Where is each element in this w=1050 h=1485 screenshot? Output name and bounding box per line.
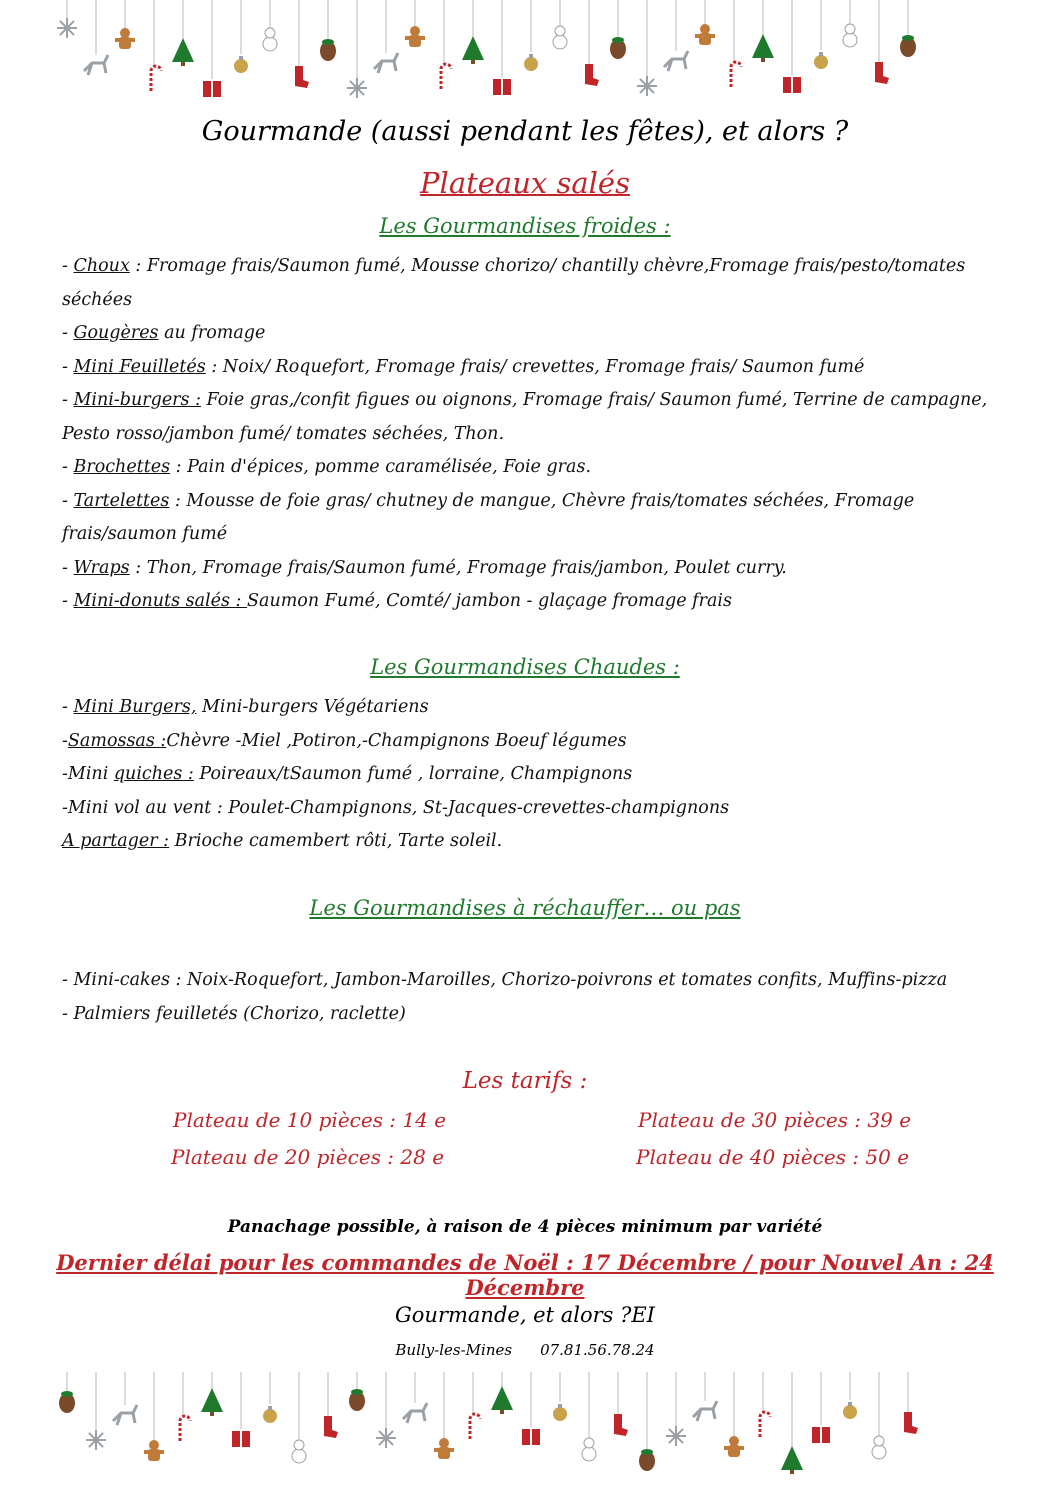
menu-item-text: -Mini vol au vent : Poulet-Champignons, St-Jacques-crevettes-champignons <box>62 797 730 818</box>
panachage-note: Panachage possible, à raison de 4 pièces minimum par variété <box>227 1217 823 1237</box>
snowflake-icon <box>57 18 77 38</box>
price-10: Plateau de 10 pièces : 14 e <box>173 1108 447 1132</box>
menu-item-label: Choux <box>73 256 130 276</box>
snowman-icon <box>872 1436 886 1459</box>
snowflake-icon <box>637 76 657 96</box>
hot-items-list <box>62 691 1002 859</box>
candy-cane-icon <box>180 1416 190 1441</box>
pinecone-icon <box>610 37 626 59</box>
menu-item-text: Poireaux/tSaumon fumé , lorraine, Champignons <box>193 764 633 784</box>
snowflake-icon <box>666 1426 686 1446</box>
stocking-icon <box>324 1416 338 1438</box>
snowman-icon <box>292 1440 306 1463</box>
cold-items-list <box>62 250 1002 619</box>
menu-item-label: Mini Burgers, <box>73 697 197 717</box>
stocking-icon <box>614 1414 628 1436</box>
contact-line <box>0 1341 1050 1359</box>
menu-item <box>62 825 1002 859</box>
menu-item <box>62 351 1002 385</box>
menu-item-text: : Mousse de foie gras/ chutney de mangue, Chèvre frais/tomates séchées, Fromage frais/saumon fumé <box>62 490 915 544</box>
snowman-icon <box>553 26 567 49</box>
menu-item <box>62 451 1002 485</box>
menu-item-label: Mini-donuts salés : <box>73 591 248 611</box>
bottom-christmas-garland <box>55 1372 925 1482</box>
menu-item-label: Samossas : <box>67 730 167 751</box>
gift-icon <box>812 1427 830 1443</box>
gift-icon <box>783 77 801 93</box>
snowman-icon <box>263 28 277 51</box>
pinecone-icon <box>639 1449 655 1471</box>
gingerbread-icon <box>695 24 715 45</box>
gift-icon <box>232 1431 250 1447</box>
candy-cane-icon <box>760 1412 770 1437</box>
menu-item-label: quiches : <box>113 764 194 784</box>
stocking-icon <box>904 1412 918 1434</box>
ornament-icon <box>234 56 248 73</box>
snowflake-icon <box>86 1430 106 1450</box>
menu-item-prefix: - <box>62 557 74 578</box>
menu-item-text: - Mini-cakes : Noix-Roquefort, Jambon-Maroilles, Chorizo-poivrons et tomates confits, Muffins-pizza <box>62 970 948 990</box>
tree-icon <box>752 34 774 62</box>
menu-item-text: : Fromage frais/Saumon fumé, Mousse chorizo/ chantilly chèvre,Fromage frais/pesto/tomates séchées <box>62 256 966 310</box>
menu-item-text: Chèvre -Miel ,Potiron,-Champignons Boeuf légumes <box>166 730 627 751</box>
pinecone-icon <box>900 35 916 57</box>
price-20: Plateau de 20 pièces : 28 e <box>171 1145 445 1169</box>
menu-item-label: Wraps <box>73 557 130 578</box>
tree-icon <box>201 1388 223 1416</box>
ornament-icon <box>553 1404 567 1421</box>
menu-item-prefix: - <box>62 323 74 343</box>
stocking-icon <box>585 64 599 86</box>
menu-item-label: A partager : <box>62 831 170 851</box>
menu-item <box>62 485 1002 552</box>
phone-number: 07.81.56.78.24 <box>540 1341 655 1359</box>
heading-hot: Les Gourmandises Chaudes : <box>370 655 680 679</box>
menu-item <box>62 725 1002 759</box>
menu-item <box>62 758 1002 792</box>
heading-cold: Les Gourmandises froides : <box>379 214 671 238</box>
menu-item-prefix: -Mini <box>62 764 114 784</box>
reindeer-icon <box>693 1401 717 1421</box>
ornament-icon <box>524 54 538 71</box>
pinecone-icon <box>320 39 336 61</box>
ornament-icon <box>843 1402 857 1419</box>
menu-item-prefix: - <box>62 356 74 377</box>
menu-item-text: Mini-burgers Végétariens <box>196 697 429 717</box>
snowflake-icon <box>347 78 367 98</box>
menu-item-prefix: - <box>62 591 74 611</box>
menu-item-prefix: - <box>62 730 68 751</box>
menu-item-text: : Thon, Fromage frais/Saumon fumé, Fromage frais/jambon, Poulet curry. <box>129 557 787 578</box>
reindeer-icon <box>403 1403 427 1423</box>
menu-item-label: Tartelettes <box>73 490 170 511</box>
menu-item <box>62 250 1002 317</box>
menu-item <box>62 691 1002 725</box>
gift-icon <box>522 1429 540 1445</box>
tree-icon <box>491 1386 513 1414</box>
candy-cane-icon <box>151 66 161 91</box>
ornament-icon <box>263 1406 277 1423</box>
menu-item-label: Gougères <box>73 323 159 343</box>
snowflake-icon <box>376 1428 396 1448</box>
menu-item-text: : Pain d'épices, pomme caramélisée, Foie gras. <box>170 457 592 477</box>
menu-item <box>62 317 1002 351</box>
menu-item <box>62 552 1002 586</box>
price-40: Plateau de 40 pièces : 50 e <box>636 1145 910 1169</box>
heading-tarifs: Les tarifs : <box>462 1068 588 1094</box>
city: Bully-les-Mines <box>395 1341 513 1359</box>
tree-icon <box>462 36 484 64</box>
menu-item-text: Foie gras,/confit figues ou oignons, Fromage frais/ Saumon fumé, Terrine de campagne, Pesto rosso/jambon fumé/ tomates séchées, Thon. <box>62 390 988 444</box>
gingerbread-icon <box>724 1436 744 1457</box>
menu-item-prefix: - <box>62 390 74 410</box>
menu-item-prefix: - <box>62 256 74 276</box>
stocking-icon <box>295 66 309 88</box>
reindeer-icon <box>113 1405 137 1425</box>
gift-icon <box>493 79 511 95</box>
top-christmas-garland <box>55 0 925 110</box>
menu-item-text: au fromage <box>158 323 266 343</box>
menu-item-prefix: - <box>62 457 74 477</box>
menu-item-label: Brochettes <box>73 457 171 477</box>
menu-item <box>62 792 1002 826</box>
gift-icon <box>203 81 221 97</box>
tree-icon <box>781 1446 803 1474</box>
stocking-icon <box>875 62 889 84</box>
menu-item-label: Mini Feuilletés <box>73 356 206 377</box>
page-title: Gourmande (aussi pendant les fêtes), et alors ? <box>201 116 849 147</box>
order-deadline: Dernier délai pour les commandes de Noël : 17 Décembre / pour Nouvel An : 24 Décembre <box>56 1250 994 1300</box>
price-30: Plateau de 30 pièces : 39 e <box>638 1108 912 1132</box>
pinecone-icon <box>349 1389 365 1411</box>
menu-item <box>62 964 1002 998</box>
menu-item <box>62 384 1002 451</box>
snowman-icon <box>843 24 857 47</box>
menu-item <box>62 585 1002 619</box>
gingerbread-icon <box>434 1438 454 1459</box>
reindeer-icon <box>664 51 688 71</box>
menu-item-text: : Noix/ Roquefort, Fromage frais/ crevettes, Fromage frais/ Saumon fumé <box>205 356 865 377</box>
snowman-icon <box>582 1438 596 1461</box>
candy-cane-icon <box>731 62 741 87</box>
gingerbread-icon <box>115 28 135 49</box>
menu-item-text: Brioche camembert rôti, Tarte soleil. <box>169 831 503 851</box>
ornament-icon <box>814 52 828 69</box>
reheat-items-list <box>62 964 1002 1031</box>
menu-item-prefix: - <box>62 697 74 717</box>
menu-item-prefix: - <box>62 490 74 511</box>
menu-item-text: Saumon Fumé, Comté/ jambon - glaçage fromage frais <box>247 591 732 611</box>
heading-reheat: Les Gourmandises à réchauffer… ou pas <box>309 896 741 920</box>
reindeer-icon <box>84 55 108 75</box>
gingerbread-icon <box>405 26 425 47</box>
candy-cane-icon <box>441 64 451 89</box>
menu-item-text: - Palmiers feuilletés (Chorizo, raclette) <box>62 1003 406 1024</box>
reindeer-icon <box>374 53 398 73</box>
gingerbread-icon <box>144 1440 164 1461</box>
menu-item-label: Mini-burgers : <box>73 390 201 410</box>
pinecone-icon <box>59 1391 75 1413</box>
company-name: Gourmande, et alors ?EI <box>395 1303 655 1327</box>
candy-cane-icon <box>470 1414 480 1439</box>
section-title-plateaux: Plateaux salés <box>420 166 630 200</box>
menu-item <box>62 998 1002 1032</box>
tree-icon <box>172 38 194 66</box>
